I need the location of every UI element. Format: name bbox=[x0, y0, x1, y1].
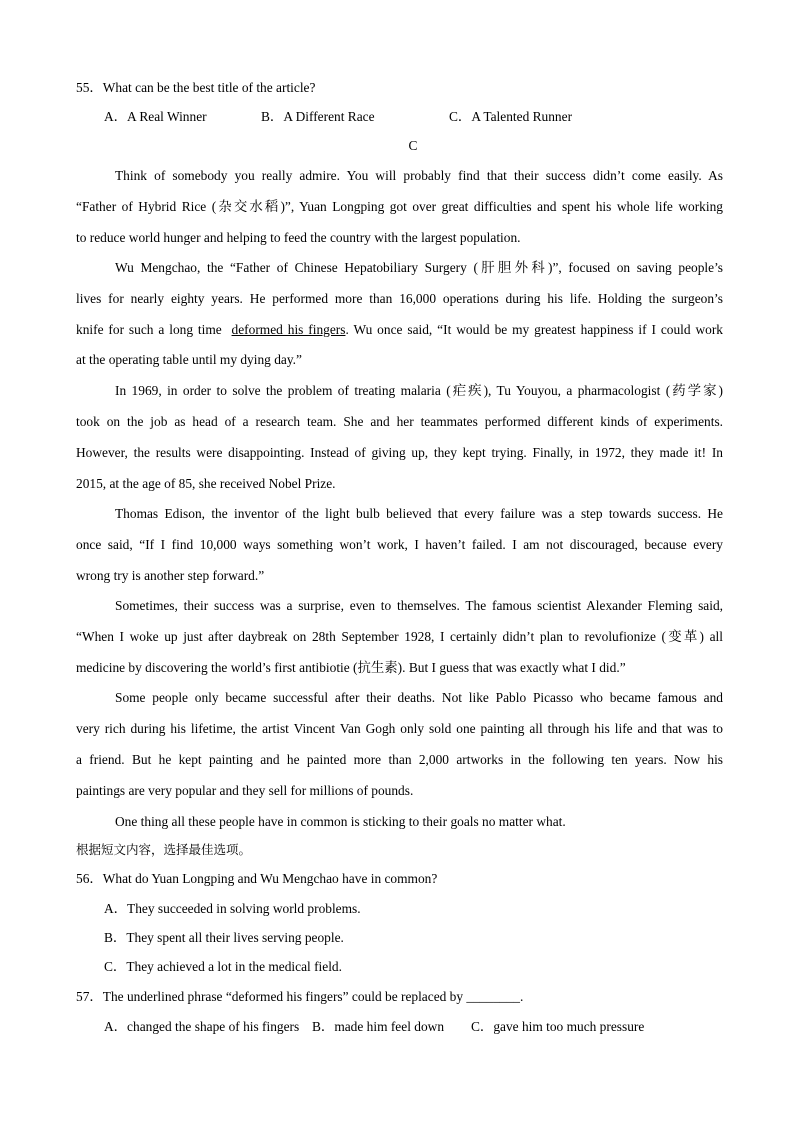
passage-p4-line-1: Thomas Edison, the inventor of the light bulb believed that every failure was a step towards success. He bbox=[115, 506, 723, 521]
passage-p2-line-1: Wu Mengchao, the “Father of Chinese Hepatobiliary Surgery (肝胆外科)”, focused on saving people’s bbox=[115, 260, 723, 275]
passage-p7: One thing all these people have in common is sticking to their goals no matter what. bbox=[115, 814, 566, 829]
passage-p3-line-3: However, the results were disappointing. Instead of giving up, they kept trying. Finally, in 1972, they made it! In bbox=[76, 445, 723, 460]
question-56-option-c: C．They achieved a lot in the medical field. bbox=[104, 959, 342, 974]
question-55-stem: 55．What can be the best title of the article? bbox=[76, 80, 316, 95]
passage-p2-line-3 bbox=[76, 321, 723, 339]
question-57-stem: 57．The underlined phrase “deformed his fingers” could be replaced by ________. bbox=[76, 989, 524, 1004]
passage-p4-line-2: once said, “If I find 10,000 ways something won’t work, I haven’t failed. I am not discouraged, because every bbox=[76, 537, 723, 552]
passage-p5-line-3: medicine by discovering the world’s first antibiotie (抗生素). But I guess that was exactly what I did.” bbox=[76, 660, 626, 675]
question-55-option-c: C．A Talented Runner bbox=[449, 109, 573, 124]
passage-p2-line-2: lives for nearly eighty years. He performed more than 16,000 operations during his life. Holding the surgeon’s bbox=[76, 291, 723, 306]
passage-p3-line-1: In 1969, in order to solve the problem of treating malaria (疟疾), Tu Youyou, a pharmacologist (药学家) bbox=[115, 383, 723, 398]
passage-p2-line-3-post: . Wu once said, “It would be my greatest happiness if I could work bbox=[345, 322, 723, 337]
passage-p5-line-1: Sometimes, their success was a surprise, even to themselves. The famous scientist Alexander Fleming said, bbox=[115, 598, 723, 613]
passage-p3-line-4: 2015, at the age of 85, she received Nobel Prize. bbox=[76, 476, 336, 491]
passage-p6-line-3: a friend. But he kept painting and he painted more than 2,000 artworks in the following ten years. Now his bbox=[76, 752, 723, 767]
underlined-phrase: deformed his fingers bbox=[231, 322, 346, 337]
question-55-option-a: A．A Real Winner bbox=[104, 109, 207, 124]
passage-p6-line-2: very rich during his lifetime, the artist Vincent Van Gogh only sold one painting all through his life and that was to bbox=[76, 721, 723, 736]
question-56-option-a: A．They succeeded in solving world problems. bbox=[104, 901, 361, 916]
passage-p3-line-2: took on the job as head of a research team. She and her teammates performed different kinds of experiments. bbox=[76, 414, 723, 429]
passage-p2-line-3-pre: knife for such a long time bbox=[76, 322, 227, 337]
passage-p6-line-1: Some people only became successful after their deaths. Not like Pablo Picasso who became famous and bbox=[115, 690, 723, 705]
question-56-stem: 56．What do Yuan Longping and Wu Mengchao have in common? bbox=[76, 871, 438, 886]
question-57-option-c: C．gave him too much pressure bbox=[471, 1019, 645, 1034]
passage-p2-line-4: at the operating table until my dying day.” bbox=[76, 352, 302, 367]
question-57-option-a: A．changed the shape of his fingers bbox=[104, 1019, 300, 1034]
question-55-option-b: B．A Different Race bbox=[261, 109, 375, 124]
passage-p1-line-3: to reduce world hunger and helping to feed the country with the largest population. bbox=[76, 230, 521, 245]
passage-p5-line-2: “When I woke up just after daybreak on 28th September 1928, I certainly didn’t plan to revolufionize (变革) all bbox=[76, 629, 723, 644]
section-label: C bbox=[408, 138, 418, 153]
passage-p1-line-2: “Father of Hybrid Rice (杂交水稻)”, Yuan Longping got over great difficulties and spent his whole life working bbox=[76, 199, 723, 214]
passage-p4-line-3: wrong try is another step forward.” bbox=[76, 568, 265, 583]
instruction: 根据短文内容，选择最佳选项。 bbox=[76, 842, 252, 857]
question-57-option-b: B．made him feel down bbox=[312, 1019, 445, 1034]
passage-p6-line-4: paintings are very popular and they sell for millions of pounds. bbox=[76, 783, 414, 798]
question-56-option-b: B．They spent all their lives serving people. bbox=[104, 930, 344, 945]
passage-p1-line-1: Think of somebody you really admire. You will probably find that their success didn’t come easily. As bbox=[115, 168, 723, 183]
